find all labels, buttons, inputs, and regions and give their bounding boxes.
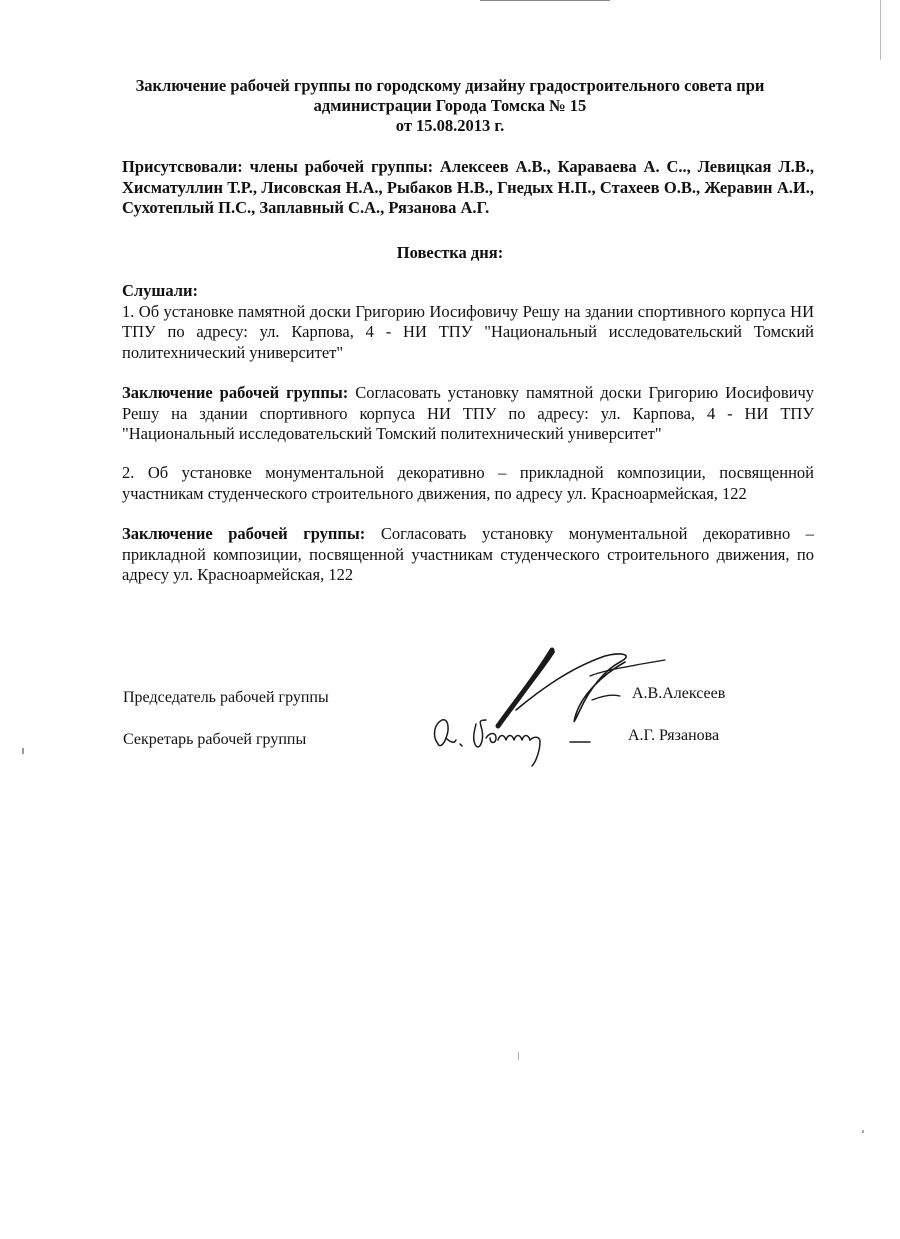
conclusion-1-text: Согласовать установку памятной доски Григорию Иосифовичу Решу на здании спортивного корпуса НИ ТПУ по адресу: ул. Карпова, 4 - НИ ТПУ "Национальный исследовательский Томский политехнический университет"	[122, 383, 814, 443]
heard-label: Слушали:	[122, 281, 199, 300]
conclusion-1	[122, 383, 814, 445]
title-line-2: администрации Города Томска № 15	[313, 96, 587, 115]
attendees-paragraph: Присутсвовали: члены рабочей группы: Алексеев А.В., Караваева А. С.., Левицкая Л.В., Хисматуллин Т.Р., Лисовская Н.А., Рыбаков Н.В., Гнедых Н.П., Стахеев О.В., Жеравин А.И., Сухотеплый П.С., Заплавный С.А., Рязанова А.Г.	[122, 157, 814, 217]
secretary-signature	[435, 720, 590, 766]
scan-artifact-top	[480, 0, 610, 1]
secretary-name: А.Г. Рязанова	[628, 727, 720, 744]
chair-name: А.В.Алексеев	[632, 685, 726, 702]
chair-signature	[498, 650, 665, 726]
agenda-item-2: 2. Об установке монументальной декоративно – прикладной композиции, посвященной участникам студенческого строительного движения, по адресу ул. Красноармейская, 122	[122, 463, 814, 503]
heard-section	[122, 281, 814, 363]
title-line-3: от 15.08.2013 г.	[395, 116, 505, 135]
scan-artifact-right	[880, 0, 881, 60]
secretary-role: Секретарь рабочей группы	[123, 731, 307, 748]
scan-speck	[22, 748, 24, 754]
agenda-heading: Повестка дня:	[396, 243, 504, 262]
title-line-1: Заключение рабочей группы по городскому дизайну градостроительного совета при	[135, 76, 765, 95]
chair-role: Председатель рабочей группы	[123, 689, 329, 706]
scan-speck	[518, 1052, 519, 1060]
conclusion-2	[122, 524, 814, 586]
document-title	[100, 76, 800, 136]
handwritten-signatures	[420, 640, 690, 770]
agenda-item-1: 1. Об установке памятной доски Григорию Иосифовичу Решу на здании спортивного корпуса НИ ТПУ по адресу: ул. Карпова, 4 - НИ ТПУ "Национальный исследовательский Томский политехнический университет"	[122, 301, 814, 362]
conclusion-2-label: Заключение рабочей группы:	[122, 524, 366, 543]
scan-speck	[862, 1130, 864, 1133]
conclusion-1-label: Заключение рабочей группы:	[122, 383, 349, 402]
conclusion-2-text: Согласовать установку монументальной декоративно – прикладной композиции, посвященной участникам студенческого строительного движения, по адресу ул. Красноармейская, 122	[122, 524, 815, 584]
